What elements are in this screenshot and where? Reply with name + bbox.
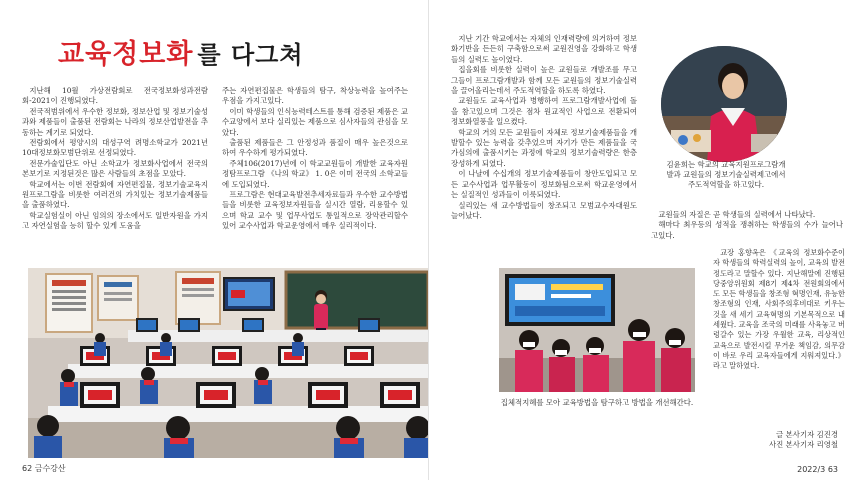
teachers-illustration <box>499 268 695 392</box>
paragraph: 실리있는 새 교수방법들이 창조되고 모범교수자대원도 늘어났다. <box>451 200 637 220</box>
paragraph: 교장 홍향옥은 《교육의 정보화수준이자 학생들의 학력실력의 높이, 교육의 발전정도라고 말할수 있다. 지난해말에 진행된 당중앙위원회 제8기 제4차 전원회의에서도 모든 학생들을 창조형 혁명인재, 유능한 창조형의 인재, 사회주의후비대로 키우는것을 새 세기 교육혁명의 기본목적으로 내세웠다. 교육을 조국의 미래를 사육놓고 버렁갈수 있는 가장 우월한 교육, 리상적인 교육으로 발전시킬 무거운 책임감, 의무감이 바로 우리 교육자들에게 지워져있다.》라고 말하였다. <box>713 248 845 371</box>
paragraph: 프로그람은 현대교육발전추세자료들과 우수한 교수방법들을 비롯한 교육정보자원들을 실시간 열람, 리용할수 있으며 학교 교수 및 업무사업도 통일적으로 장악관리할수 있어 교수사업과 학교운영에서 매우 실리적이다. <box>222 190 408 231</box>
title-accent: 교육정보화 <box>58 39 194 70</box>
portrait-illustration <box>661 46 787 162</box>
left-body-column-1 <box>22 86 208 232</box>
paragraph: 주는 자연편집물은 학생들의 탐구, 착상능력을 높여주는 우점을 가지고있다. <box>222 86 408 106</box>
paragraph: 전람회에서 평양시의 대성구역 려명소학교가 2021년 10대정보화모범단위로 선정되였다. <box>22 138 208 158</box>
paragraph: 이미 학생들의 인식능력테스트를 통해 검증된 제품은 교수교양에서 보다 실리있는 제품으로 심사자들의 관심을 모았다. <box>222 106 408 137</box>
article-credit <box>769 430 838 450</box>
paragraph: 학교실험실이 아닌 임의의 장소에서도 일반자원을 가지고 자연실험을 능히 할수 있게 도움을 <box>22 210 208 231</box>
teachers-caption: 집체적지혜를 모아 교육방법을 탐구하고 방법을 개선해간다. <box>500 398 694 407</box>
paragraph: 주체106(2017)년에 이 학교교원들이 개발한 교육자원정탐프로그람 《나의 학교》 1. 0은 이미 전국의 소학교들에 도입되였다. <box>222 158 408 189</box>
right-body-column-1 <box>451 34 637 221</box>
paragraph: 학교에서는 이번 전람회에 자연편집물, 정보기술교육지원프로그람을 비롯한 여러건의 가치있는 정보기술제품들을 출품하였다. <box>22 179 208 210</box>
article-title <box>58 32 304 71</box>
title-rest: 를 다그쳐 <box>197 41 304 69</box>
teachers-photo <box>499 268 695 392</box>
folio-left: 62 금수강산 <box>22 464 66 473</box>
portrait-photo <box>661 46 787 162</box>
paragraph: 교원들의 자질은 곧 학생들의 실력에서 나타났다. <box>658 210 816 219</box>
right-page <box>428 0 856 480</box>
paragraph: 이 나날에 수십개의 정보기술제품들이 창안도입되고 모든 교수사업과 업무활동이 정보화됨으로써 학교운영에서는 실질적인 성과들이 이룩되였다. <box>451 169 637 200</box>
left-body-column-2 <box>222 86 408 232</box>
paragraph: 출품된 제품들은 그 안정성과 품질이 매우 높은것으로 하여 우수하게 평가되였다. <box>222 138 408 158</box>
paragraph: 해마다 최우등의 성적을 쟁취하는 학생들의 수가 늘어나고있다. <box>651 220 843 240</box>
classroom-illustration <box>28 268 428 458</box>
right-body-column-3 <box>713 248 845 372</box>
paragraph: 교원들도 교육사업과 병행하여 프로그람개발사업에 돌을 참고있으며 그것은 점차 원교적인 사업으로 전환되여 정보화열풍을 일으켰다. <box>451 96 637 127</box>
credit-photographer: 사진 본사기자 리영철 <box>769 440 838 449</box>
folio-right: 2022/3 63 <box>797 465 838 474</box>
paragraph: 전국적범위에서 우수한 정보화, 정보산업 및 정보기술성과와 제품들이 출품된 전람회는 나라의 정보산업발전을 추동하는 계기로 되였다. <box>22 106 208 137</box>
right-body-column-2 <box>651 210 843 241</box>
credit-writer: 글 본사기자 김진경 <box>776 430 838 439</box>
paragraph: 전문가술입단도 아닌 소학교가 정보화사업에서 전국의 본보기로 지정된것은 많은 사람들의 초점을 모았다. <box>22 158 208 179</box>
classroom-photo <box>28 268 428 458</box>
portrait-caption: 김윤희는 학교의 교육지원프로그람개발과 교원들의 정보기술실력제고에서 주도적역할을 하고있다. <box>666 160 786 189</box>
paragraph: 지난해 10월 가상전람회로 전국정보화성과전람회-2021이 진행되였다. <box>22 86 208 106</box>
paragraph: 학교의 거의 모든 교원들이 자체로 정보기술제품들을 개발할수 있는 능력을 갖추었으며 자기가 만든 제품들을 국가심의에 출품시키는 과정에 학교의 정보기술력량은 한층 장성하게 되였다. <box>451 127 637 168</box>
paragraph: 집을회를 비롯한 실력이 높은 교원들로 개발조를 무고 그들이 프로그람개발과 함께 모든 교원들의 정보기술실력을 끌어올리는데서 주도적역할을 하도록 하였다. <box>451 65 637 96</box>
paragraph: 지난 기간 학교에서는 자체의 인재력량에 의거하여 정보화기반을 든든히 구축함으로써 교원진영을 강화하고 학생들의 실력도 높이였다. <box>451 34 637 64</box>
